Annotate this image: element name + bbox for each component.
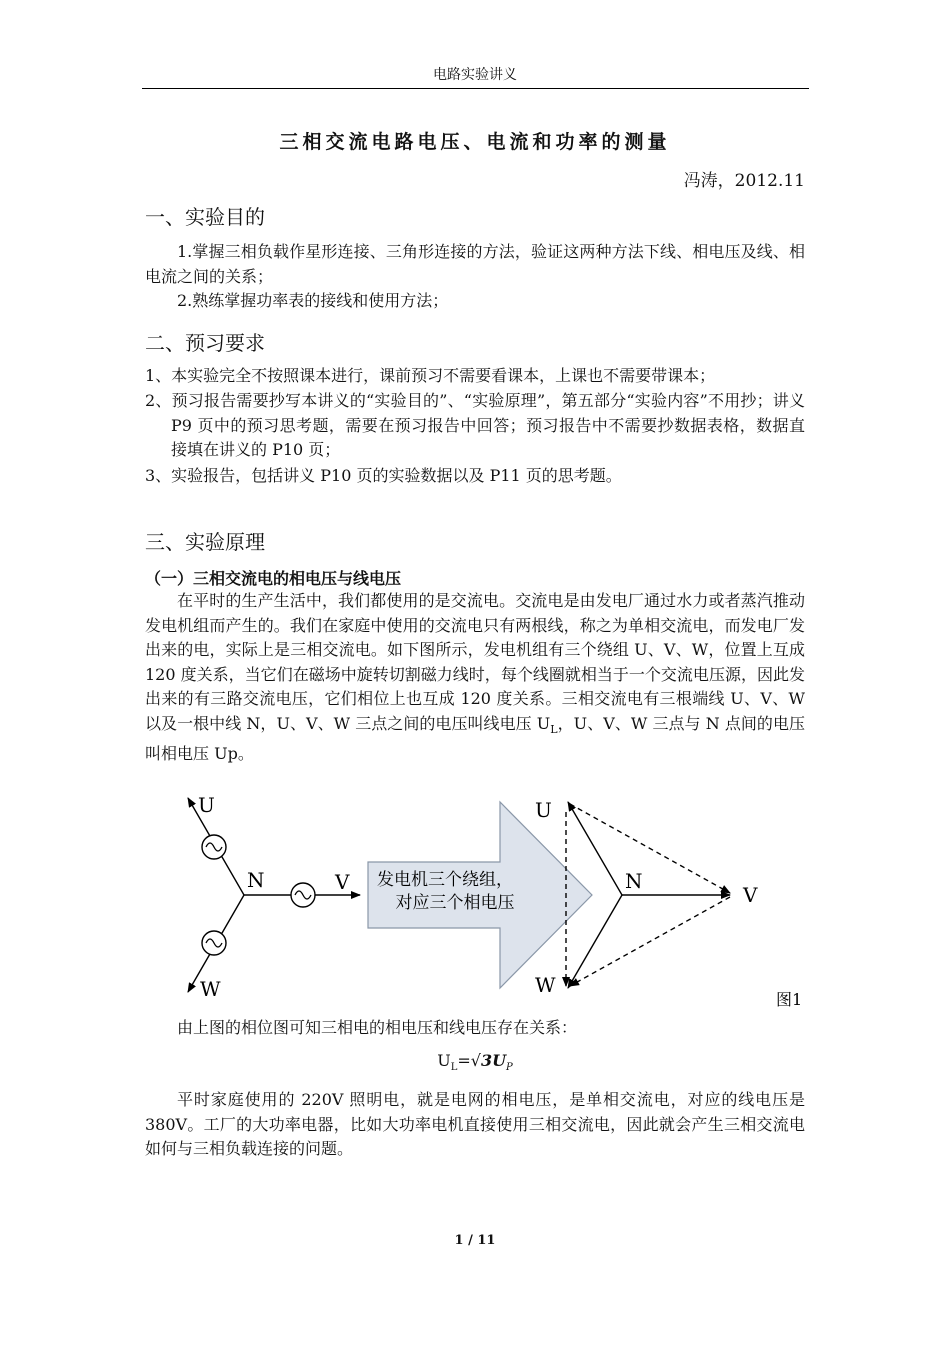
arrow-text-line-2: 对应三个相电压 <box>395 893 515 913</box>
document-title: 三相交流电路电压、电流和功率的测量 <box>279 131 671 153</box>
left-label-w: W <box>200 977 221 1001</box>
section2-item-3: 3、实验报告，包括讲义 P10 页的实验数据以及 P11 页的思考题。 <box>145 466 622 485</box>
section3-heading: 三、实验原理 <box>145 530 265 554</box>
left-label-n: N <box>247 868 265 892</box>
right-label-w: W <box>535 973 556 997</box>
section3-paragraph-2: 由上图的相位图可知三相电的相电压和线电压存在关系： <box>177 1018 578 1037</box>
section2-item-1: 1、本实验完全不按照课本进行，课前预习不需要看课本，上课也不需要带课本； <box>145 366 716 385</box>
section1-item-2: 2.熟练掌握功率表的接线和使用方法； <box>177 291 449 310</box>
right-label-v: V <box>743 883 758 907</box>
figure-caption: 图1 <box>776 990 803 1009</box>
section1-heading: 一、实验目的 <box>145 205 265 229</box>
author-date: 冯涛，2012.11 <box>683 171 805 191</box>
right-label-u: U <box>535 798 552 822</box>
left-label-u: U <box>198 793 215 817</box>
section3-paragraph-1: 在平时的生产生活中，我们都使用的是交流电。交流电是由发电厂通过水力或者蒸汽推动发电机组而产生的。我们在家庭中使用的交流电只有两根线，称之为单相交流电，而发电厂发出来的电，实际上是三相交流电。如下图所示，发电机组有三个绕组 U、V、W，位置上互成 120 度关系，当它们在磁场中旋转切割磁力线时，每个线圈就相当于一个交流电压源，因此发出来的有三路交流电压，它们相位上也互成 120 度关系。三相交流电有三根端线 U、V、W 以及一根中线 N，U、V、W 三点之间的电压叫线电压 $U_L$，U、V、W 三点与 N 点间的电压叫相电压 Up。 <box>145 591 805 764</box>
page-header: 电路实验讲义 <box>433 67 517 83</box>
section1-item-1: 1.掌握三相负载作星形连接、三角形连接的方法，验证这两种方法下线、相电压及线、相电流之间的关系； <box>145 242 805 286</box>
arrow-text-line-1: 发电机三个绕组， <box>377 870 513 890</box>
right-label-n: N <box>625 869 643 893</box>
section3-paragraph-3: 平时家庭使用的 220V 照明电，就是电网的相电压，是单相交流电，对应的线电压是 380V。工厂的大功率电器，比如大功率电机直接使用三相交流电，因此就会产生三相交流电如何与三相负载连接的问题。 <box>145 1090 805 1158</box>
left-label-v: V <box>335 870 350 894</box>
section2-heading: 二、预习要求 <box>145 331 265 355</box>
page-number: 1 / 11 <box>454 1233 496 1248</box>
formula-line-phase-voltage: $U_L=√3U_P$ <box>437 1051 513 1074</box>
line-voltage-vw <box>570 897 730 986</box>
line-voltage-uv <box>570 804 730 893</box>
header-rule <box>142 88 809 89</box>
section2-item-2: 2、预习报告需要抄写本讲义的“实验目的”、“实验原理”，第五部分“实验内容”不用抄；讲义 P9 页中的预习思考题，需要在预习报告中回答；预习报告中不需要抄数据表格，数据直接填在讲义的 P10 页； <box>145 391 805 459</box>
section3-subheading: （一）三相交流电的相电压与线电压 <box>145 569 402 588</box>
phase-diagram-figure <box>140 792 820 1012</box>
